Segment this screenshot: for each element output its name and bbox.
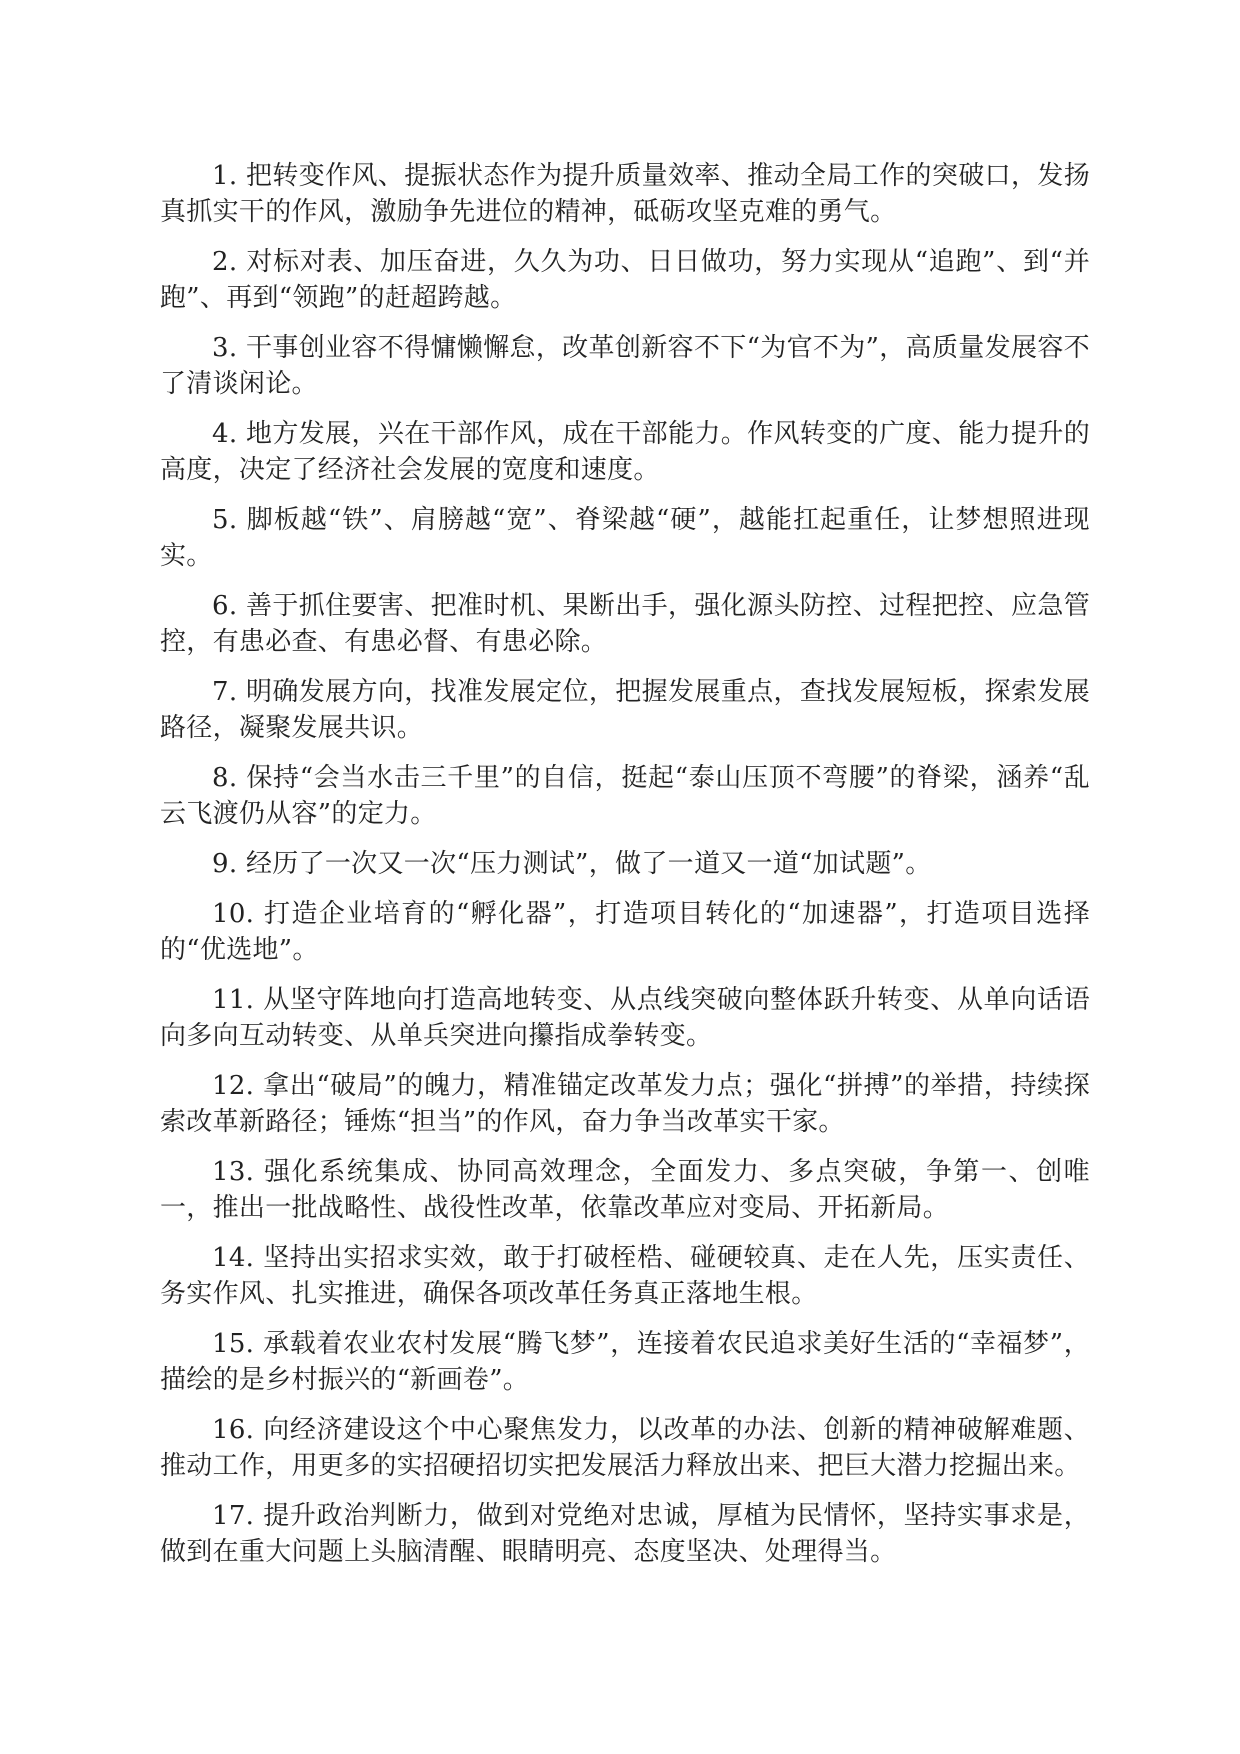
paragraph-6: 6. 善于抓住要害、把准时机、果断出手，强化源头防控、过程把控、应急管控，有患必查、有患必督、有患必除。 xyxy=(160,591,1090,657)
paragraph-10: 10. 打造企业培育的“孵化器”，打造项目转化的“加速器”，打造项目选择的“优选地”。 xyxy=(160,899,1090,965)
paragraph-2: 2. 对标对表、加压奋进，久久为功、日日做功，努力实现从“追跑”、到“并跑”、再到“领跑”的赶超跨越。 xyxy=(160,247,1090,313)
paragraph-7: 7. 明确发展方向，找准发展定位，把握发展重点，查找发展短板，探索发展路径，凝聚发展共识。 xyxy=(160,677,1090,743)
paragraph-8: 8. 保持“会当水击三千里”的自信，挺起“泰山压顶不弯腰”的脊梁，涵养“乱云飞渡仍从容”的定力。 xyxy=(160,763,1090,829)
paragraph-16: 16. 向经济建设这个中心聚焦发力，以改革的办法、创新的精神破解难题、推动工作，用更多的实招硬招切实把发展活力释放出来、把巨大潜力挖掘出来。 xyxy=(160,1415,1090,1481)
paragraph-14: 14. 坚持出实招求实效，敢于打破桎梏、碰硬较真、走在人先，压实责任、务实作风、扎实推进，确保各项改革任务真正落地生根。 xyxy=(160,1243,1090,1309)
paragraph-3: 3. 干事创业容不得慵懒懈怠，改革创新容不下“为官不为”，高质量发展容不了清谈闲论。 xyxy=(160,333,1090,399)
paragraph-13: 13. 强化系统集成、协同高效理念，全面发力、多点突破，争第一、创唯一，推出一批战略性、战役性改革，依靠改革应对变局、开拓新局。 xyxy=(160,1157,1090,1223)
paragraph-15: 15. 承载着农业农村发展“腾飞梦”，连接着农民追求美好生活的“幸福梦”，描绘的是乡村振兴的“新画卷”。 xyxy=(160,1329,1090,1395)
paragraph-5: 5. 脚板越“铁”、肩膀越“宽”、脊梁越“硬”，越能扛起重任，让梦想照进现实。 xyxy=(160,505,1090,571)
document-body xyxy=(160,158,1090,1584)
paragraph-1: 1. 把转变作风、提振状态作为提升质量效率、推动全局工作的突破口，发扬真抓实干的作风，激励争先进位的精神，砥砺攻坚克难的勇气。 xyxy=(160,161,1090,227)
paragraph-17: 17. 提升政治判断力，做到对党绝对忠诚，厚植为民情怀，坚持实事求是，做到在重大问题上头脑清醒、眼睛明亮、态度坚决、处理得当。 xyxy=(160,1501,1090,1567)
paragraph-12: 12. 拿出“破局”的魄力，精准锚定改革发力点；强化“拼搏”的举措，持续探索改革新路径；锤炼“担当”的作风，奋力争当改革实干家。 xyxy=(160,1071,1090,1137)
paragraph-11: 11. 从坚守阵地向打造高地转变、从点线突破向整体跃升转变、从单向话语向多向互动转变、从单兵突进向攥指成拳转变。 xyxy=(160,985,1090,1051)
paragraph-4: 4. 地方发展，兴在干部作风，成在干部能力。作风转变的广度、能力提升的高度，决定了经济社会发展的宽度和速度。 xyxy=(160,419,1090,485)
paragraph-9: 9. 经历了一次又一次“压力测试”，做了一道又一道“加试题”。 xyxy=(212,849,932,879)
